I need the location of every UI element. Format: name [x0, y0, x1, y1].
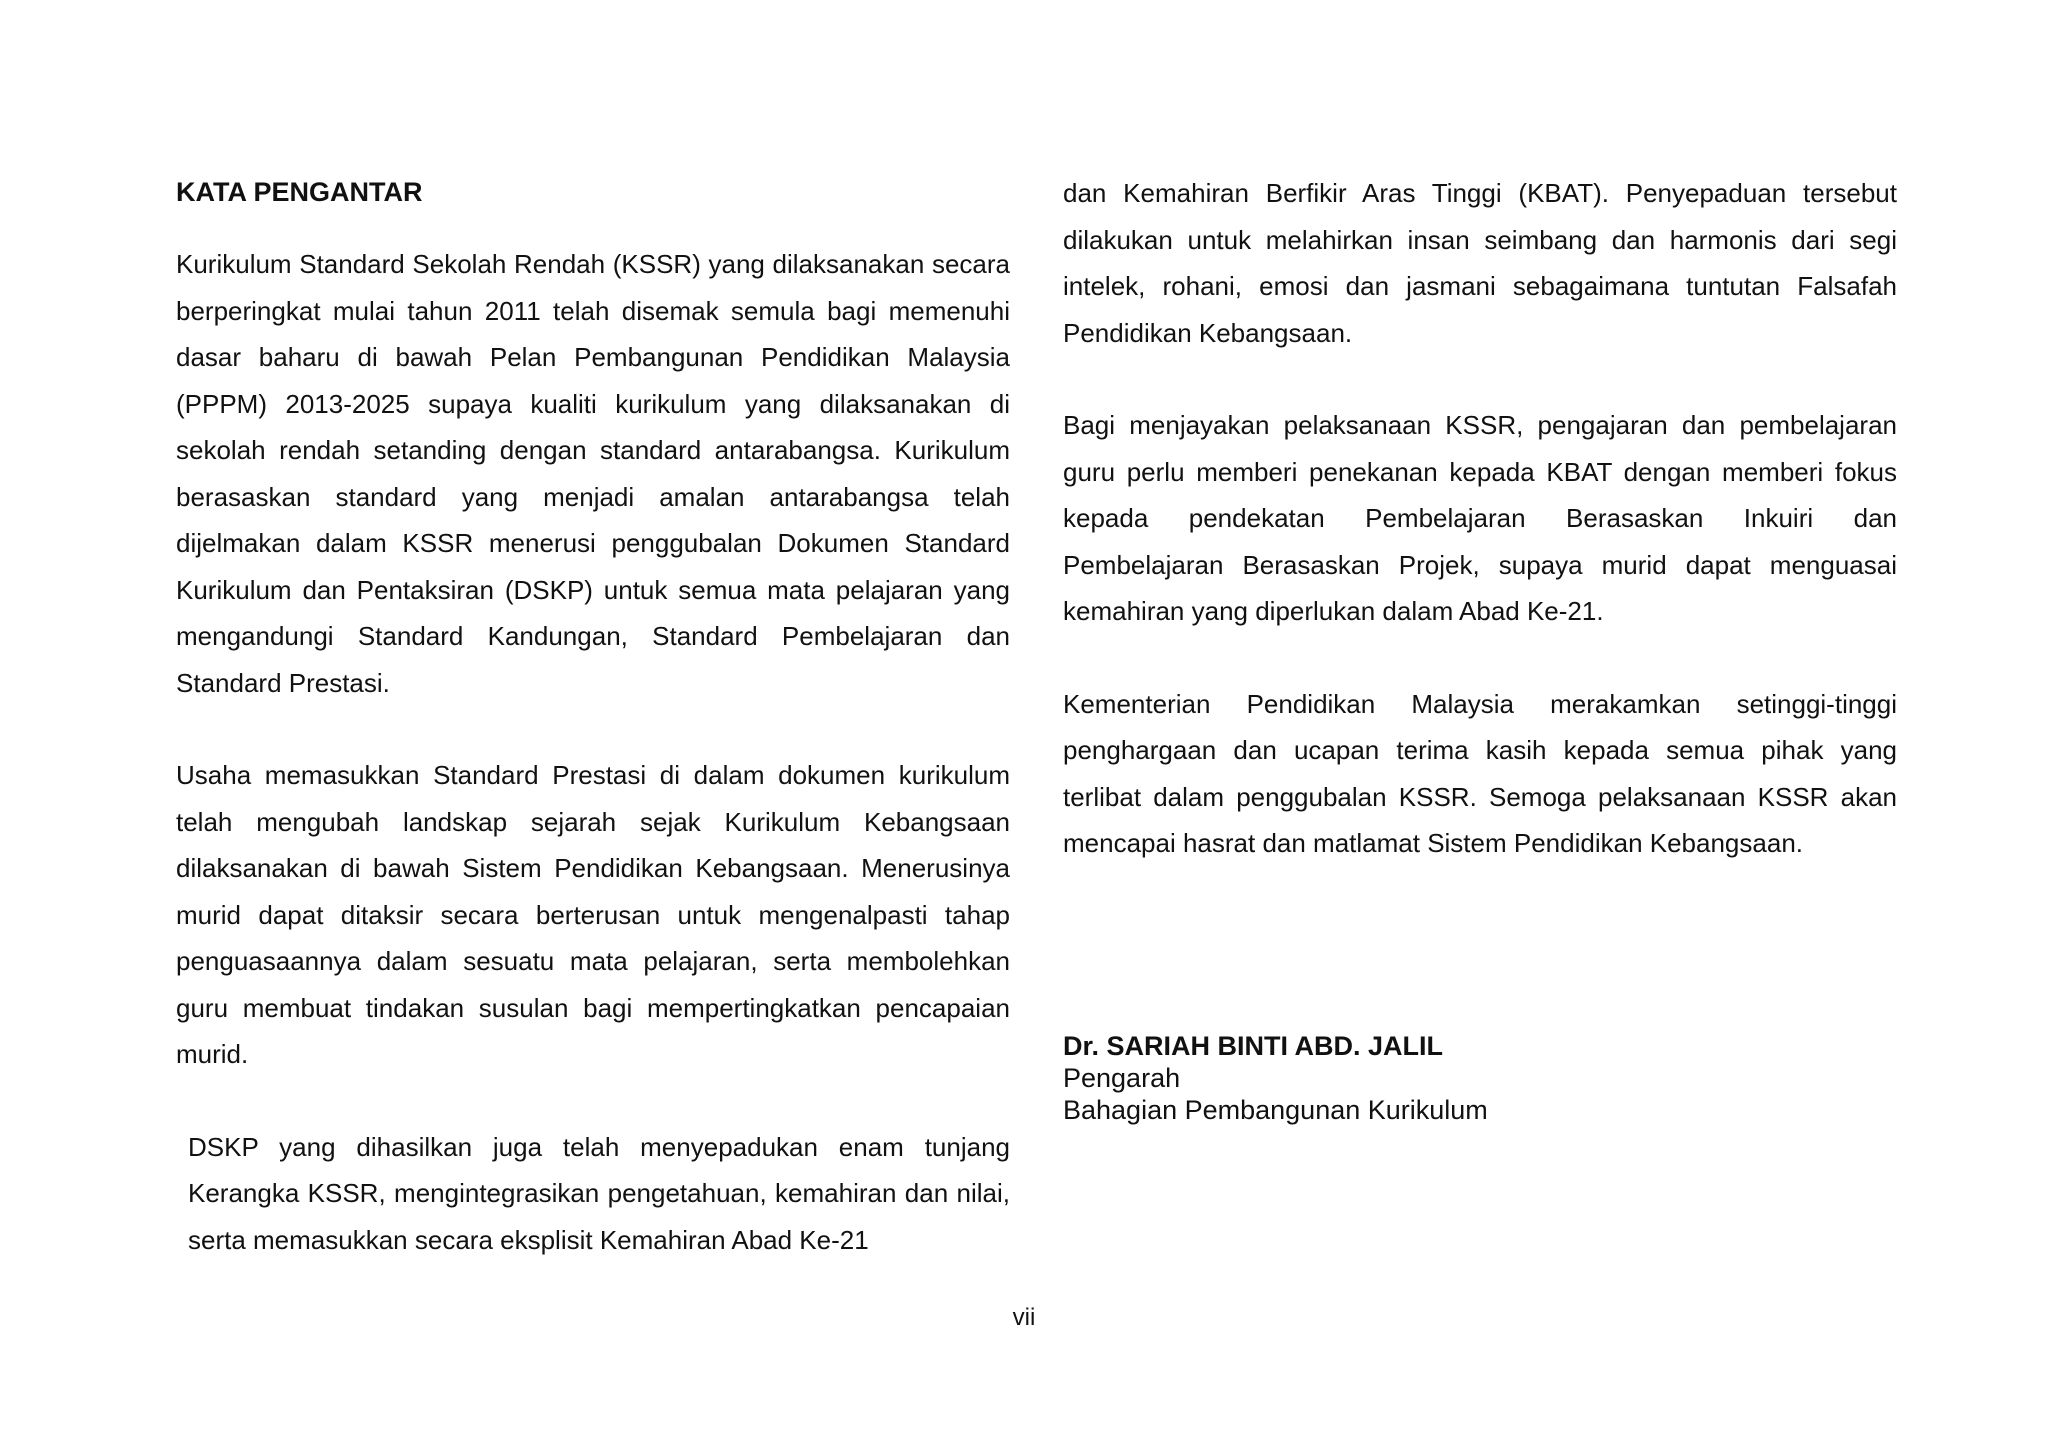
- paragraph-dskp: DSKP yang dihasilkan juga telah menyepadukan enam tunjang Kerangka KSSR, mengintegrasikan pengetahuan, kemahiran dan nilai, serta memasukkan secara eksplisit Kemahiran Abad Ke-21: [188, 1131, 1010, 1255]
- signatory-name: Dr. SARIAH BINTI ABD. JALIL: [1063, 1031, 1444, 1061]
- signature-block: [1063, 1030, 1488, 1126]
- paragraph-penghargaan: Kementerian Pendidikan Malaysia merakamkan setinggi-tinggi penghargaan dan ucapan terima kasih kepada semua pihak yang terlibat dalam penggubalan KSSR. Semoga pelaksanaan KSSR akan mencapai hasrat dan matlamat Sistem Pendidikan Kebangsaan.: [1063, 688, 1897, 858]
- right-column: [1063, 170, 1897, 913]
- signatory-department: Bahagian Pembangunan Kurikulum: [1063, 1095, 1488, 1125]
- page-number: vii: [1012, 1304, 1036, 1331]
- paragraph-pelaksanaan: Bagi menjayakan pelaksanaan KSSR, pengajaran dan pembelajaran guru perlu memberi penekanan kepada KBAT dengan memberi fokus kepada pendekatan Pembelajaran Berasaskan Inkuiri dan Pembelajaran Berasaskan Projek, supaya murid dapat menguasai kemahiran yang diperlukan dalam Abad Ke-21.: [1063, 410, 1897, 626]
- page-title: KATA PENGANTAR: [176, 177, 423, 207]
- signatory-title: Pengarah: [1063, 1063, 1181, 1093]
- paragraph-kbat: dan Kemahiran Berfikir Aras Tinggi (KBAT). Penyepaduan tersebut dilakukan untuk melahirkan insan seimbang dan harmonis dari segi intelek, rohani, emosi dan jasmani sebagaimana tuntutan Falsafah Pendidikan Kebangsaan.: [1063, 178, 1897, 348]
- left-column: [176, 170, 1010, 1309]
- paragraph-standard-prestasi: Usaha memasukkan Standard Prestasi di dalam dokumen kurikulum telah mengubah landskap sejarah sejak Kurikulum Kebangsaan dilaksanakan di bawah Sistem Pendidikan Kebangsaan. Menerusinya murid dapat ditaksir secara berterusan untuk mengenalpasti tahap penguasaannya dalam sesuatu mata pelajaran, serta membolehkan guru membuat tindakan susulan bagi mempertingkatkan pencapaian murid.: [176, 760, 1010, 1069]
- paragraph-kssr-intro: Kurikulum Standard Sekolah Rendah (KSSR) yang dilaksanakan secara berperingkat mulai tahun 2011 telah disemak semula bagi memenuhi dasar baharu di bawah Pelan Pembangunan Pendidikan Malaysia (PPPM) 2013-2025 supaya kualiti kurikulum yang dilaksanakan di sekolah rendah setanding dengan standard antarabangsa. Kurikulum berasaskan standard yang menjadi amalan antarabangsa telah dijelmakan dalam KSSR menerusi penggubalan Dokumen Standard Kurikulum dan Pentaksiran (DSKP) untuk semua mata pelajaran yang mengandungi Standard Kandungan, Standard Pembelajaran dan Standard Prestasi.: [176, 249, 1010, 698]
